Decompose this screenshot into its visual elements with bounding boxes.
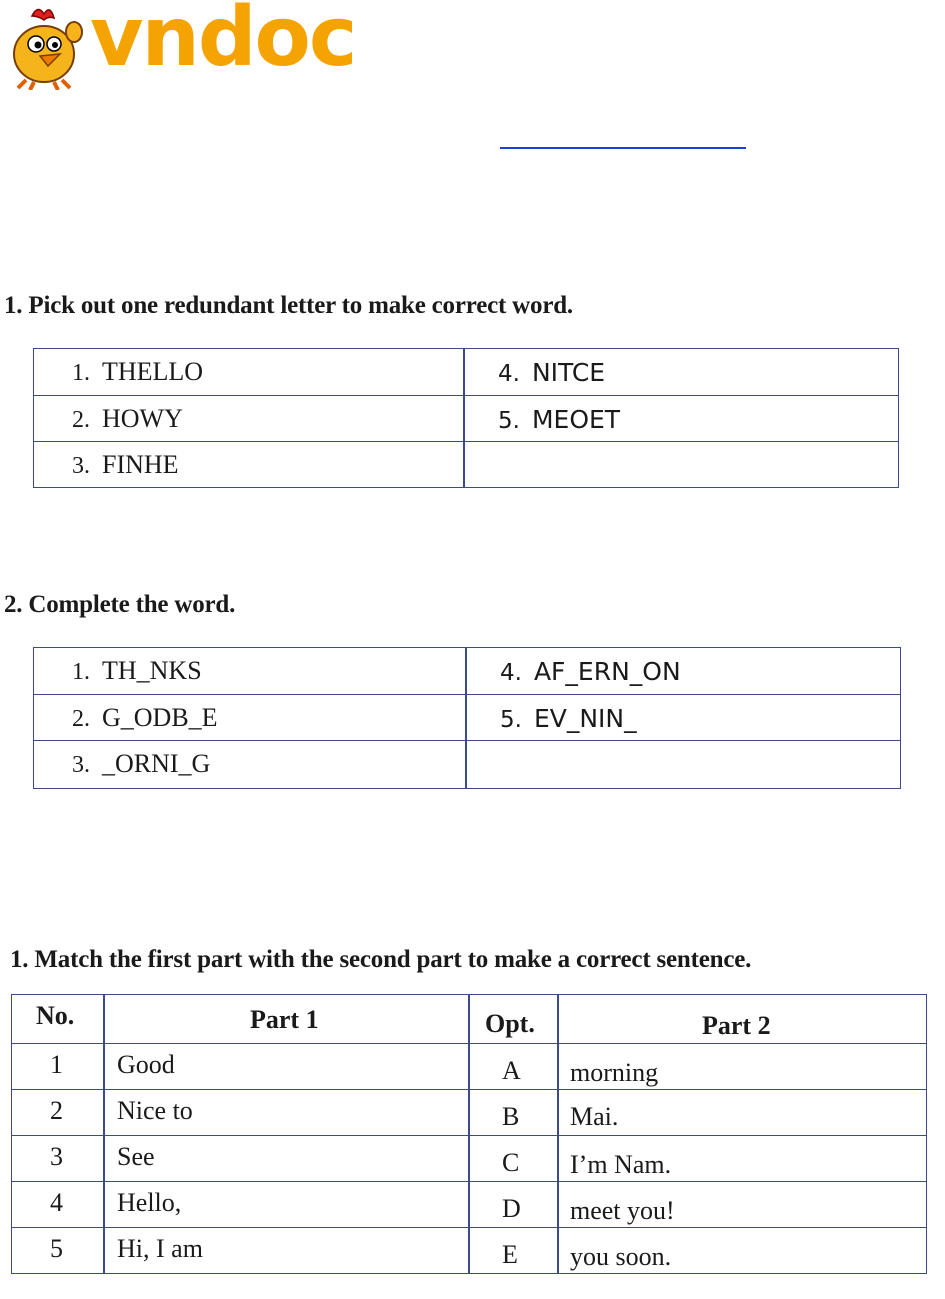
- word-item: 2. HOWY: [72, 404, 183, 433]
- column-divider: [557, 995, 559, 1273]
- row-part1: See: [117, 1142, 155, 1171]
- section1-title: 1. Pick out one redundant letter to make correct word.: [4, 292, 573, 319]
- row-no: 4: [50, 1188, 63, 1217]
- word-item: 3. FINHE: [72, 450, 179, 479]
- table-row: [34, 740, 900, 786]
- row-opt: A: [502, 1056, 521, 1085]
- word-item: 5. EV_NIN_: [500, 704, 637, 733]
- vndoc-logo: [4, 0, 356, 92]
- row-no: 2: [50, 1096, 63, 1125]
- section1-table: [33, 348, 899, 488]
- table-row: [34, 648, 900, 694]
- row-part1: Hello,: [117, 1188, 182, 1217]
- header-part2: Part 2: [702, 1011, 771, 1040]
- row-part1: Nice to: [117, 1096, 193, 1125]
- row-part1: Good: [117, 1050, 175, 1079]
- word-item: 3. _ORNI_G: [72, 749, 211, 778]
- table-row: [34, 441, 898, 487]
- row-part2: I’m Nam.: [570, 1150, 672, 1179]
- header-opt: Opt.: [485, 1009, 535, 1038]
- row-part2: morning: [570, 1058, 659, 1087]
- row-opt: C: [502, 1148, 520, 1177]
- header-no: No.: [36, 1001, 75, 1030]
- row-no: 1: [50, 1050, 63, 1079]
- logo-wordmark: vndoc: [90, 0, 356, 85]
- word-item: 1. THELLO: [72, 357, 204, 386]
- word-item: 2. G_ODB_E: [72, 703, 218, 732]
- column-divider: [465, 648, 467, 788]
- chicken-mascot-icon: [4, 4, 86, 90]
- row-part2: Mai.: [570, 1102, 619, 1131]
- row-part2: you soon.: [570, 1242, 672, 1271]
- row-part1: Hi, I am: [117, 1234, 203, 1263]
- word-item: 4. NITCE: [498, 358, 606, 387]
- hyperlink-underline[interactable]: [500, 147, 746, 149]
- table-row: [34, 349, 898, 395]
- row-part2: meet you!: [570, 1196, 675, 1225]
- word-item: 5. MEOET: [498, 405, 621, 434]
- header-part1: Part 1: [250, 1005, 319, 1034]
- row-opt: B: [502, 1102, 520, 1131]
- section2-table: [33, 647, 901, 789]
- column-divider: [468, 995, 470, 1273]
- word-item: 4. AF_ERN_ON: [500, 657, 681, 686]
- row-opt: D: [502, 1194, 521, 1223]
- row-no: 3: [50, 1142, 63, 1171]
- row-no: 5: [50, 1234, 63, 1263]
- section2-title: 2. Complete the word.: [4, 591, 236, 618]
- column-divider: [463, 349, 465, 487]
- section3-title: 1. Match the first part with the second part to make a correct sentence.: [10, 946, 752, 973]
- column-divider: [103, 995, 105, 1273]
- table-row: [34, 395, 898, 441]
- row-opt: E: [502, 1240, 518, 1269]
- match-table: [11, 994, 927, 1274]
- table-row: [34, 694, 900, 740]
- word-item: 1. TH_NKS: [72, 656, 202, 685]
